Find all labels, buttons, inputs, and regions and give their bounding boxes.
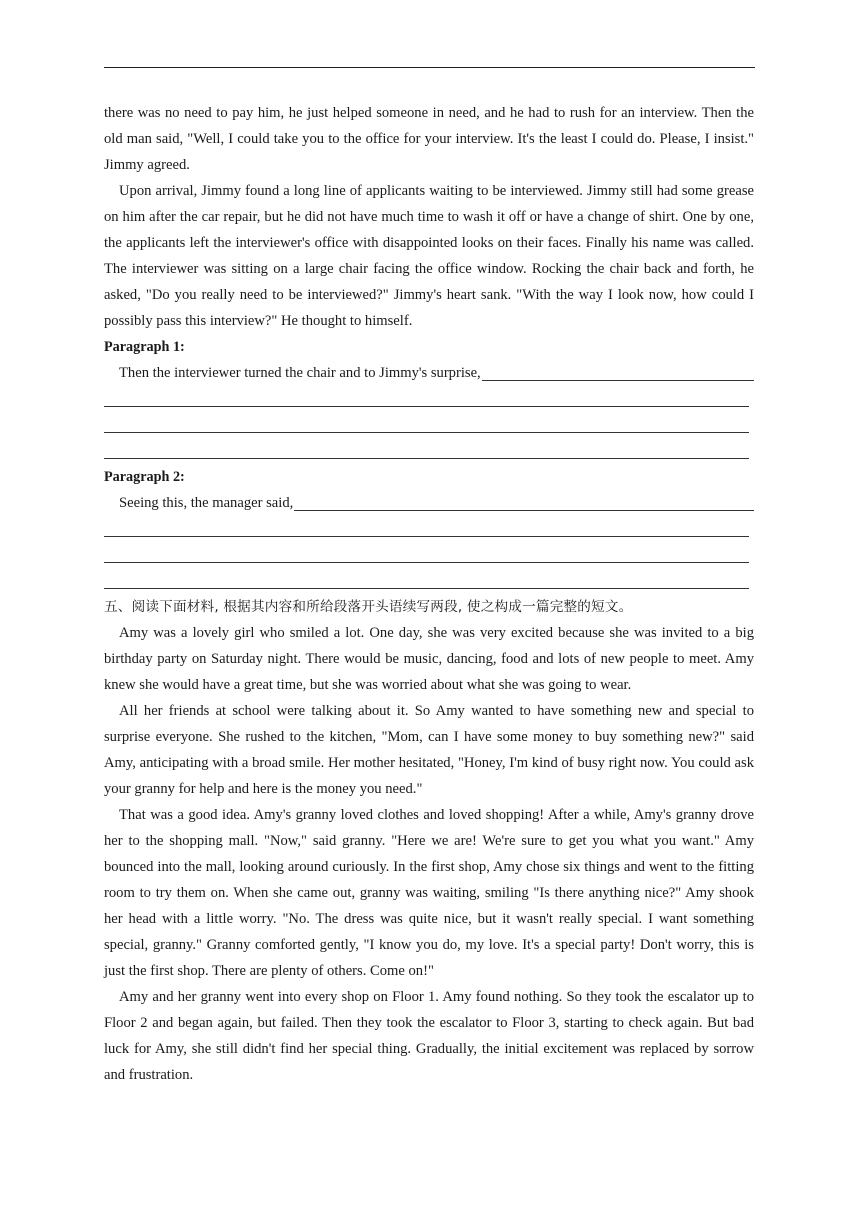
paragraph-1-lead-text: Then the interviewer turned the chair and to Jimmy's surprise,	[119, 365, 481, 381]
section-five-heading: 五、阅读下面材料, 根据其内容和所给段落开头语续写两段, 使之构成一篇完整的短文。	[104, 599, 633, 615]
answer-line[interactable]	[104, 412, 754, 438]
header-rule	[104, 67, 755, 68]
answer-line[interactable]	[104, 542, 754, 568]
paragraph-2-label: Paragraph 2:	[104, 469, 185, 485]
answer-blank[interactable]	[482, 380, 754, 381]
story-paragraph-1: there was no need to pay him, he just helped someone in need, and he had to rush for an interview. Then the old man said, "Well, I could take you to the office for your interview. It's the least I could do. Please, I insist." Jimmy agreed.	[104, 105, 754, 173]
answer-line[interactable]	[104, 568, 754, 594]
paragraph-1-label: Paragraph 1:	[104, 339, 185, 355]
story-paragraph-2: Upon arrival, Jimmy found a long line of applicants waiting to be interviewed. Jimmy still had some grease on him after the car repair, but he did not have much time to wash it off or have a change of shirt. One by one, the applicants left the interviewer's office with disappointed looks on their faces. Finally his name was called. The interviewer was sitting on a large chair facing the office window. Rocking the chair back and forth, he asked, "Do you really need to be interviewed?" Jimmy's heart sank. "With the way I look now, how could I possibly pass this interview?" He thought to himself.	[104, 183, 754, 329]
paragraph-1-lead-line[interactable]	[104, 360, 754, 386]
answer-line[interactable]	[104, 386, 754, 412]
answer-line[interactable]	[104, 438, 754, 464]
amy-paragraph-4: Amy and her granny went into every shop on Floor 1. Amy found nothing. So they took the escalator up to Floor 2 and began again, but failed. Then they took the escalator to Floor 3, starting to check again. But bad luck for Amy, she still didn't find her special thing. Gradually, the initial excitement was replaced by sorrow and frustration.	[104, 989, 754, 1083]
answer-blank[interactable]	[294, 510, 754, 511]
amy-paragraph-3: That was a good idea. Amy's granny loved clothes and loved shopping! After a while, Amy's granny drove her to the shopping mall. "Now," said granny. "Here we are! We're sure to get you what you want." Amy bounced into the mall, looking around curiously. In the first shop, Amy chose six things and went to the fitting room to try them on. When she came out, granny was waiting, smiling "Is there anything nice?" Amy shook her head with a little worry. "No. The dress was quite nice, but it wasn't really special. I want something special, granny." Granny comforted gently, "I know you do, my love. It's a special party! Don't worry, this is just the first shop. There are plenty of others. Come on!"	[104, 807, 754, 979]
paragraph-2-lead-text: Seeing this, the manager said,	[119, 495, 294, 511]
amy-paragraph-2: All her friends at school were talking about it. So Amy wanted to have something new and special to surprise everyone. She rushed to the kitchen, "Mom, can I have some money to buy something new?" said Amy, anticipating with a broad smile. Her mother hesitated, "Honey, I'm kind of busy right now. You could ask your granny for help and here is the money you need."	[104, 703, 754, 797]
answer-line[interactable]	[104, 516, 754, 542]
document-body	[104, 100, 754, 1088]
amy-paragraph-1: Amy was a lovely girl who smiled a lot. One day, she was very excited because she was invited to a big birthday party on Saturday night. There would be music, dancing, food and lots of new people to meet. Amy knew she would have a great time, but she was worried about what she was going to wear.	[104, 625, 754, 693]
paragraph-2-lead-line[interactable]	[104, 490, 754, 516]
